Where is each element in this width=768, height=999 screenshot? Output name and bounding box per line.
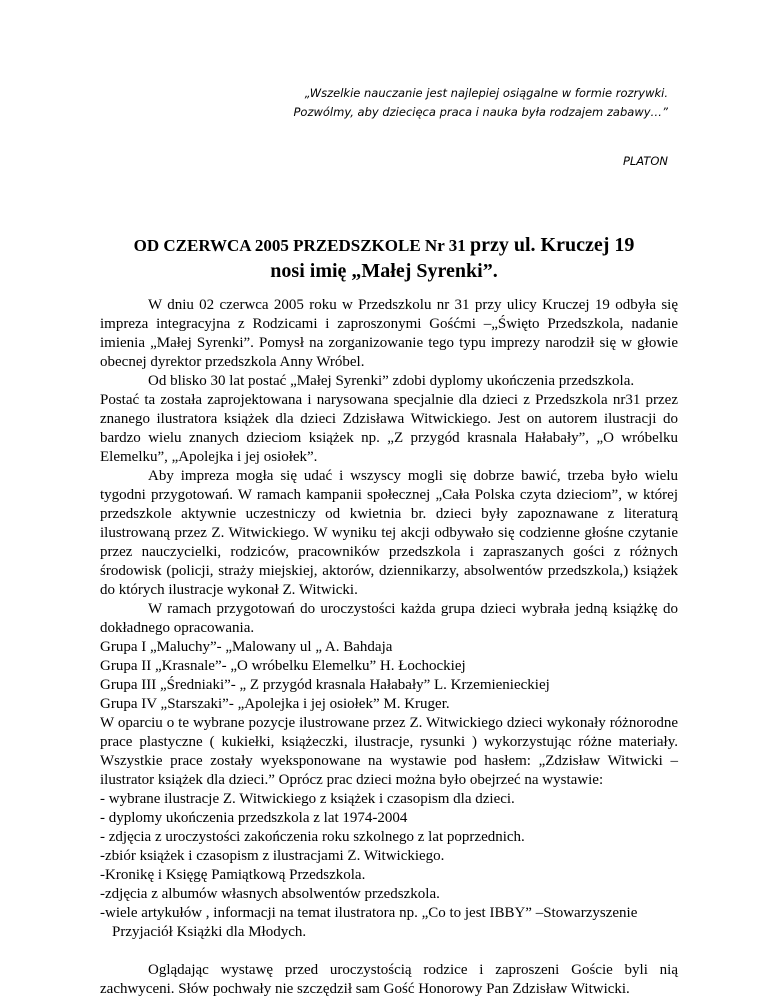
list-item: -zdjęcia z albumów własnych absolwentów przedszkola. [100,886,440,902]
group-item: Grupa I „Maluchy”- „Malowany ul „ A. Bahdaja [100,639,393,655]
title-line-1b: przy ul. Kruczej 19 [469,234,635,256]
list-item: -zbiór książek i czasopism z ilustracjami Z. Witwickiego. [100,848,445,864]
paragraph-3: Postać ta została zaprojektowana i narysowana specjalnie dla dzieci z Przedszkola nr31 przez znanego ilustratora książek dla dzieci Zdzisława Witwickiego. Jest on autorem ilustracji do bardzo wielu znanych dzieciom książek np. „Z przygód krasnala Hałabały”, „O wróbelku Elemelku”, „Apolejka i jej osiołek”. [100,392,678,465]
list-item: -Kronikę i Księgę Pamiątkową Przedszkola. [100,867,366,883]
epigraph-line-1: „Wszelkie nauczanie jest najlepiej osiągalne w formie rozrywki. [304,86,668,100]
list-item-last: -wiele artykułów , informacji na temat ilustratora np. „Co to jest IBBY” –Stowarzyszenie [100,905,638,921]
list-item: - zdjęcia z uroczystości zakończenia roku szkolnego z lat poprzednich. [100,829,525,845]
title-line-1a: OD CZERWCA 2005 PRZEDSZKOLE Nr 31 [133,236,470,255]
group-item: Grupa IV „Starszaki”- „Apolejka i jej osiołek” M. Kruger. [100,696,450,712]
paragraph-2: Od blisko 30 lat postać „Małej Syrenki” zdobi dyplomy ukończenia przedszkola. [148,373,635,389]
list-item: - dyplomy ukończenia przedszkola z lat 1974-2004 [100,810,408,826]
paragraph-1: W dniu 02 czerwca 2005 roku w Przedszkolu nr 31 przy ulicy Kruczej 19 odbyła się impreza integracyjna z Rodzicami i zaproszonymi Gośćmi –„Święto Przedszkola, nadanie imienia „Małej Syrenki”. Pomysł na zorganizowanie tego typu imprezy narodził się w głowie obecnej dyrektor przedszkola Anny Wróbel. [100,297,678,370]
paragraph-4: Aby impreza mogła się udać i wszyscy mogli się dobrze bawić, trzeba było wielu tygodni przygotowań. W ramach kampanii społecznej „Cała Polska czyta dzieciom”, w której przedszkole aktywnie uczestniczy od kwietnia br. dzieci były zapoznawane z literaturą ilustrowaną przez Z. Witwickiego. W wyniku tej akcji odbywało się codzienne głośne czytanie przez nauczycielki, rodziców, pracowników przedszkola i zapraszanych gości z różnych środowisk (policji, straży miejskiej, aktorów, dziennikarzy, absolwentów przedszkola,) książek do których ilustracje wykonał Z. Witwicki. [100,468,678,598]
epigraph-author: PLATON [622,154,668,168]
paragraph-5: W ramach przygotowań do uroczystości każda grupa dzieci wybrała jedną książkę do dokładnego opracowania. [100,601,678,636]
list-item-last-continuation: Przyjaciół Książki dla Młodych. [112,924,307,940]
epigraph [293,84,668,122]
group-item: Grupa III „Średniaki”- „ Z przygód krasnala Hałabały” L. Krzemienieckiej [100,677,550,693]
title-line-2: nosi imię „Małej Syrenki”. [270,260,498,282]
list-item: - wybrane ilustracje Z. Witwickiego z książek i czasopism dla dzieci. [100,791,515,807]
group-item: Grupa II „Krasnale”- „O wróbelku Elemelku” H. Łochockiej [100,658,466,674]
article-body [100,296,678,999]
paragraph-7: Oglądając wystawę przed uroczystością rodzice i zaproszeni Goście byli nią zachwyceni. Słów pochwały nie szczędził sam Gość Honorowy Pan Zdzisław Witwicki. [100,962,678,997]
epigraph-line-2: Pozwólmy, aby dziecięca praca i nauka była rodzajem zabawy…” [293,105,668,119]
document-title [0,233,768,284]
paragraph-6: W oparciu o te wybrane pozycje ilustrowane przez Z. Witwickiego dzieci wykonały różnorodne prace plastyczne ( kukiełki, książeczki, ilustracje, rysunki ) wykorzystując różne materiały. Wszystkie prace zostały wyeksponowane na wystawie pod hasłem: „Zdzisław Witwicki – ilustrator książek dla dzieci.” Oprócz prac dzieci można było obejrzeć na wystawie: [100,715,678,788]
